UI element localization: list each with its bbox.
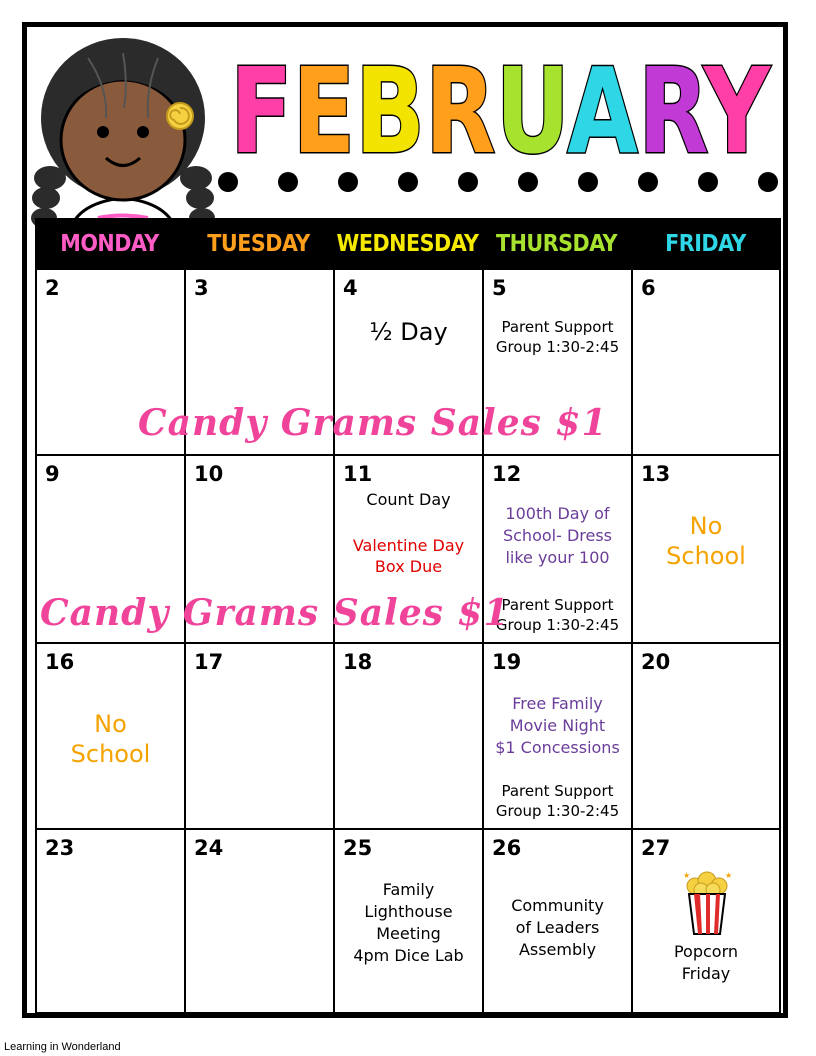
- day-cell: [631, 268, 781, 456]
- event-parent-support: Parent Support: [501, 318, 614, 336]
- event-100th-dress: School- Dress: [502, 526, 613, 545]
- day-number: 6: [641, 276, 656, 300]
- day-cell: [482, 828, 633, 1014]
- day-number: 16: [45, 650, 75, 674]
- event-parent-support: Parent Support: [501, 596, 614, 614]
- event-valentine: Valentine Day: [352, 536, 465, 555]
- title-dot: [218, 172, 238, 192]
- event-no-school: No: [94, 710, 127, 738]
- day-number: 24: [194, 836, 224, 860]
- day-cell: [35, 642, 186, 830]
- day-number: 27: [641, 836, 671, 860]
- candy-grams-banner: Candy Grams Sales $1: [138, 402, 608, 444]
- popcorn-icon: [679, 870, 735, 936]
- weekday-friday: FRIDAY: [665, 231, 746, 257]
- svg-text:★: ★: [683, 871, 691, 880]
- day-number: 19: [492, 650, 522, 674]
- title-letter: E: [292, 42, 374, 180]
- event-leaders: of Leaders: [515, 918, 600, 937]
- day-cell: [35, 828, 186, 1014]
- month-title: [220, 42, 790, 180]
- title-letter: R: [638, 42, 723, 180]
- day-cell: [482, 642, 633, 830]
- weekday-wednesday: WEDNESDAY: [336, 231, 479, 257]
- candy-grams-banner-2: Candy Grams Sales $1: [40, 592, 510, 634]
- day-number: 13: [641, 462, 671, 486]
- title-dot: [698, 172, 718, 192]
- title-dot: [338, 172, 358, 192]
- event-meeting: Meeting: [376, 924, 441, 943]
- title-letter: Y: [703, 42, 790, 180]
- title-dot: [638, 172, 658, 192]
- title-letter: R: [425, 42, 516, 180]
- event-100th-like: like your 100: [505, 548, 610, 567]
- title-letter: F: [230, 42, 311, 180]
- day-number: 23: [45, 836, 75, 860]
- event-popcorn: Popcorn: [673, 942, 739, 961]
- day-number: 3: [194, 276, 209, 300]
- svg-text:FEBRUARY: [230, 42, 790, 180]
- day-cell: [631, 454, 781, 644]
- day-number: 10: [194, 462, 224, 486]
- title-letter: A: [567, 42, 659, 180]
- title-dot: [758, 172, 778, 192]
- event-half-day: ½ Day: [369, 318, 448, 346]
- title-dot: [518, 172, 538, 192]
- day-number: 26: [492, 836, 522, 860]
- event-no-school-2: School: [70, 740, 151, 768]
- day-cell: [631, 642, 781, 830]
- event-parent-support: Parent Support: [501, 782, 614, 800]
- title-letter: B: [355, 42, 446, 180]
- day-number: 17: [194, 650, 224, 674]
- event-lighthouse: Lighthouse: [364, 902, 453, 921]
- day-number: 20: [641, 650, 671, 674]
- title-dot: [398, 172, 418, 192]
- event-dice-lab: 4pm Dice Lab: [353, 946, 464, 965]
- svg-text:★: ★: [725, 871, 733, 880]
- day-cell: [631, 828, 781, 1014]
- event-community: Community: [511, 896, 604, 915]
- day-cell: [184, 642, 335, 830]
- day-cell: [333, 828, 484, 1014]
- event-parent-support-time: Group 1:30-2:45: [495, 802, 620, 820]
- event-parent-support-time: Group 1:30-2:45: [495, 616, 620, 634]
- event-movie-night: Free Family: [512, 694, 603, 713]
- weekday-header: [35, 218, 781, 268]
- day-number: 2: [45, 276, 60, 300]
- title-letter: U: [495, 42, 588, 180]
- event-100th-day: 100th Day of: [505, 504, 610, 523]
- event-assembly: Assembly: [518, 940, 597, 959]
- title-dots: [218, 172, 778, 194]
- event-valentine-due: Box Due: [374, 557, 443, 576]
- credit-text: Learning in Wonderland: [4, 1041, 121, 1053]
- day-cell: [333, 642, 484, 830]
- day-number: 4: [343, 276, 358, 300]
- event-popcorn-friday: Friday: [681, 964, 731, 983]
- title-dot: [278, 172, 298, 192]
- weekday-thursday: THURSDAY: [495, 231, 618, 257]
- title-dot: [458, 172, 478, 192]
- weekday-monday: MONDAY: [60, 231, 159, 257]
- event-no-school-2: School: [666, 542, 746, 570]
- day-number: 5: [492, 276, 507, 300]
- day-cell: [184, 828, 335, 1014]
- day-number: 25: [343, 836, 373, 860]
- event-count-day: Count Day: [366, 490, 451, 509]
- day-number: 9: [45, 462, 60, 486]
- event-parent-support-time: Group 1:30-2:45: [495, 338, 620, 356]
- title-dot: [578, 172, 598, 192]
- day-number: 11: [343, 462, 373, 486]
- event-movie-night-2: Movie Night: [509, 716, 606, 735]
- event-movie-concessions: $1 Concessions: [495, 738, 620, 757]
- calendar-grid: [35, 268, 781, 1014]
- day-number: 18: [343, 650, 373, 674]
- event-no-school: No: [689, 512, 723, 540]
- girl-clipart: [28, 28, 228, 238]
- weekday-tuesday: TUESDAY: [207, 231, 310, 257]
- event-family: Family: [382, 880, 435, 899]
- day-number: 12: [492, 462, 522, 486]
